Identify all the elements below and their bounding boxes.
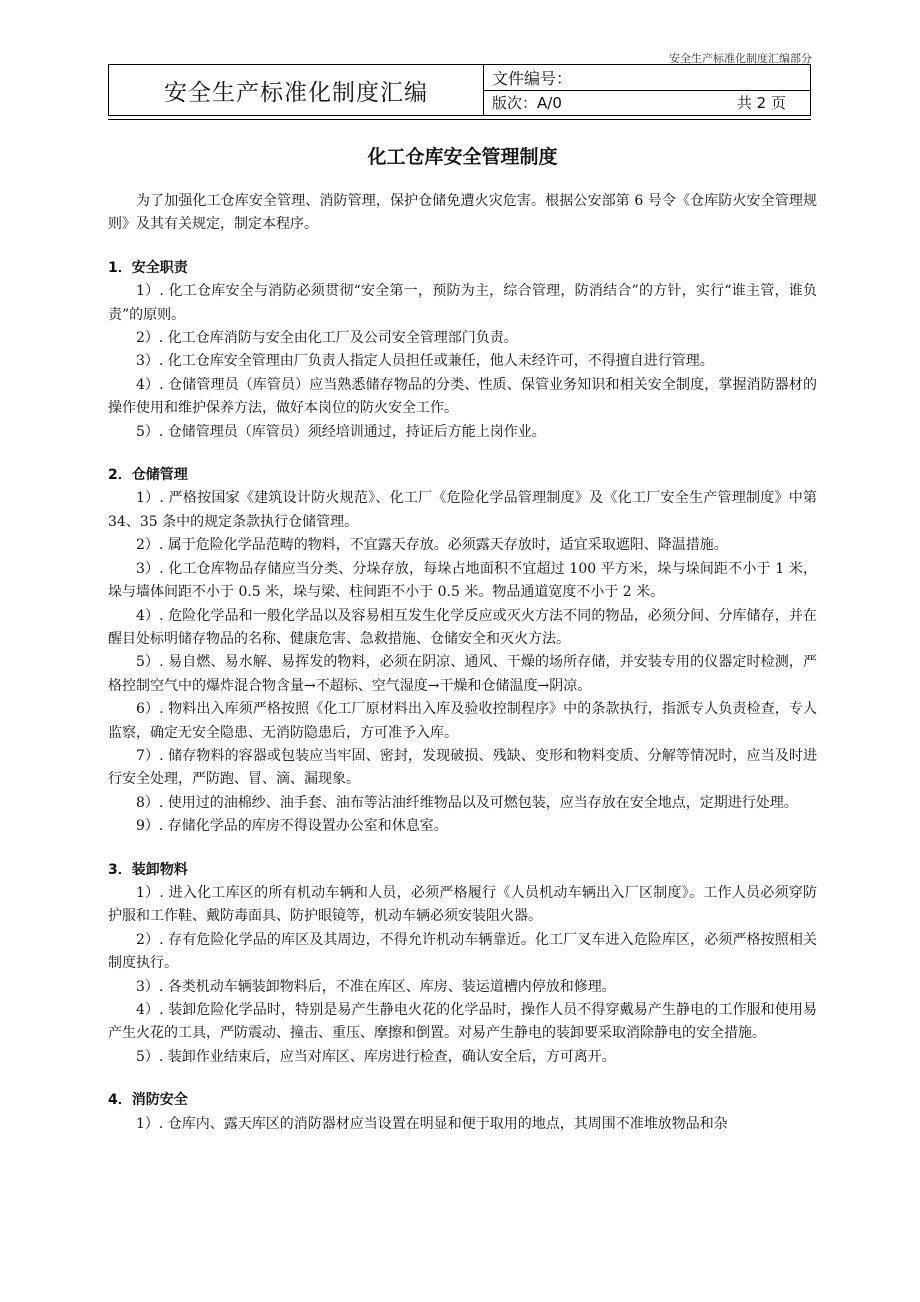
running-header: 安全生产标准化制度汇编部分 <box>669 52 812 65</box>
section-heading: 1．安全职责 <box>108 259 188 276</box>
header-meta <box>484 65 810 115</box>
file-number-label: 文件编号： <box>492 68 573 88</box>
document-body <box>108 143 817 1136</box>
clause: 2）. 化工仓库消防与安全由化工厂及公司安全管理部门负责。 <box>136 330 518 347</box>
section-heading: 3．装卸物料 <box>108 861 188 878</box>
section-loading-unloading <box>108 859 817 1070</box>
clause: 3）. 化工仓库安全管理由厂负责人指定人员担任或兼任，他人未经许可，不得擅自进行管理。 <box>136 353 714 370</box>
section-storage-management <box>108 464 817 839</box>
version-label: 版次：A/0 <box>492 94 562 113</box>
clause: 4）. 危险化学品和一般化学品以及容易相互发生化学反应或灭火方法不同的物品，必须分间、分库储存，并在醒目处标明储存物品的名称、健康危害、急救措施、仓储安全和灭火方法。 <box>108 607 817 647</box>
file-number-row <box>484 65 810 91</box>
clause: 1）. 仓库内、露天库区的消防器材应当设置在明显和便于取用的地点，其周围不准堆放物品和杂 <box>136 1115 728 1132</box>
clause: 6）. 物料出入库须严格按照《化工厂原材料出入库及验收控制程序》中的条款执行，指派专人负责检查，专人监察，确定无安全隐患、无消防隐患后，方可准予入库。 <box>108 701 817 741</box>
clause: 1）. 严格按国家《建筑设计防火规范》、化工厂《危险化学品管理制度》及《化工厂安全生产管理制度》中第 34、35 条中的规定条款执行仓储管理。 <box>108 490 817 530</box>
clause: 2）. 存有危险化学品的库区及其周边，不得允许机动车辆靠近。化工厂叉车进入危险库区，必须严格按照相关制度执行。 <box>108 931 817 972</box>
header-title: 安全生产标准化制度汇编 <box>109 65 484 115</box>
page-count: 共 2 页 <box>736 94 786 113</box>
clause: 7）. 储存物料的容器或包装应当牢固、密封，发现破损、残缺、变形和物料变质、分解等情况时，应当及时进行安全处理，严防跑、冒、滴、漏现象。 <box>108 747 817 788</box>
clause: 3）. 各类机动车辆装卸物料后，不准在库区、库房、装运道槽内停放和修理。 <box>136 978 616 995</box>
section-heading: 4．消防安全 <box>108 1092 188 1109</box>
section-fire-safety <box>108 1089 817 1136</box>
clause: 5）. 装卸作业结束后，应当对库区、库房进行检查，确认安全后，方可离开。 <box>136 1048 616 1065</box>
clause: 4）. 仓储管理员（库管员）应当熟悉储存物品的分类、性质、保管业务知识和相关安全制度，掌握消防器材的操作使用和维护保养方法，做好本岗位的防火安全工作。 <box>108 376 817 417</box>
document-header-table <box>108 64 811 116</box>
clause: 8）. 使用过的油棉纱、油手套、油布等沾油纤维物品以及可燃包装，应当存放在安全地点，定期进行处理。 <box>136 794 798 811</box>
document-title: 化工仓库安全管理制度 <box>367 146 558 168</box>
version-row <box>484 91 810 116</box>
section-heading: 2．仓储管理 <box>108 467 188 484</box>
clause: 5）. 易自燃、易水解、易挥发的物料，必须在阴凉、通风、干燥的场所存储，并安装专用的仪器定时检测，严格控制空气中的爆炸混合物含量→不超标、空气湿度→干燥和仓储温度→阴凉。 <box>108 654 817 694</box>
clause: 5）. 仓储管理员（库管员）须经培训通过，持证后方能上岗作业。 <box>136 423 546 440</box>
clause: 3）. 化工仓库物品存储应当分类、分垛存放，每垛占地面积不宜超过 100 平方米，垛与垛间距不小于 1 米，垛与墙体间距不小于 0.5 米，垛与梁、柱间距不小于 0.5 米。物品通道宽度不小于 2 米。 <box>108 560 817 601</box>
clause: 1）. 进入化工库区的所有机动车辆和人员，必须严格履行《人员机动车辆出入厂区制度》。工作人员必须穿防护服和工作鞋、戴防毒面具、防护眼镜等，机动车辆必须安装阻火器。 <box>108 884 817 925</box>
intro-paragraph: 为了加强化工仓库安全管理、消防管理，保护仓储免遭火灾危害。根据公安部第 6 号令《仓库防火安全管理规则》及其有关规定，制定本程序。 <box>108 193 817 233</box>
clause: 2）. 属于危险化学品范畴的物料，不宜露天存放。必须露天存放时，适宜采取遮阳、降温措施。 <box>136 537 728 554</box>
clause: 1）. 化工仓库安全与消防必须贯彻“安全第一，预防为主，综合管理，防消结合”的方针，实行“谁主管，谁负责”的原则。 <box>108 283 817 323</box>
header-rule <box>108 119 811 120</box>
clause: 9）. 存储化学品的库房不得设置办公室和休息室。 <box>136 818 448 835</box>
section-safety-duties <box>108 257 817 444</box>
clause: 4）. 装卸危险化学品时，特别是易产生静电火花的化学品时，操作人员不得穿戴易产生静电的工作服和使用易产生火花的工具，严防震动、撞击、重压、摩擦和倒置。对易产生静电的装卸要采取消除静电的安全措施。 <box>108 1002 817 1042</box>
